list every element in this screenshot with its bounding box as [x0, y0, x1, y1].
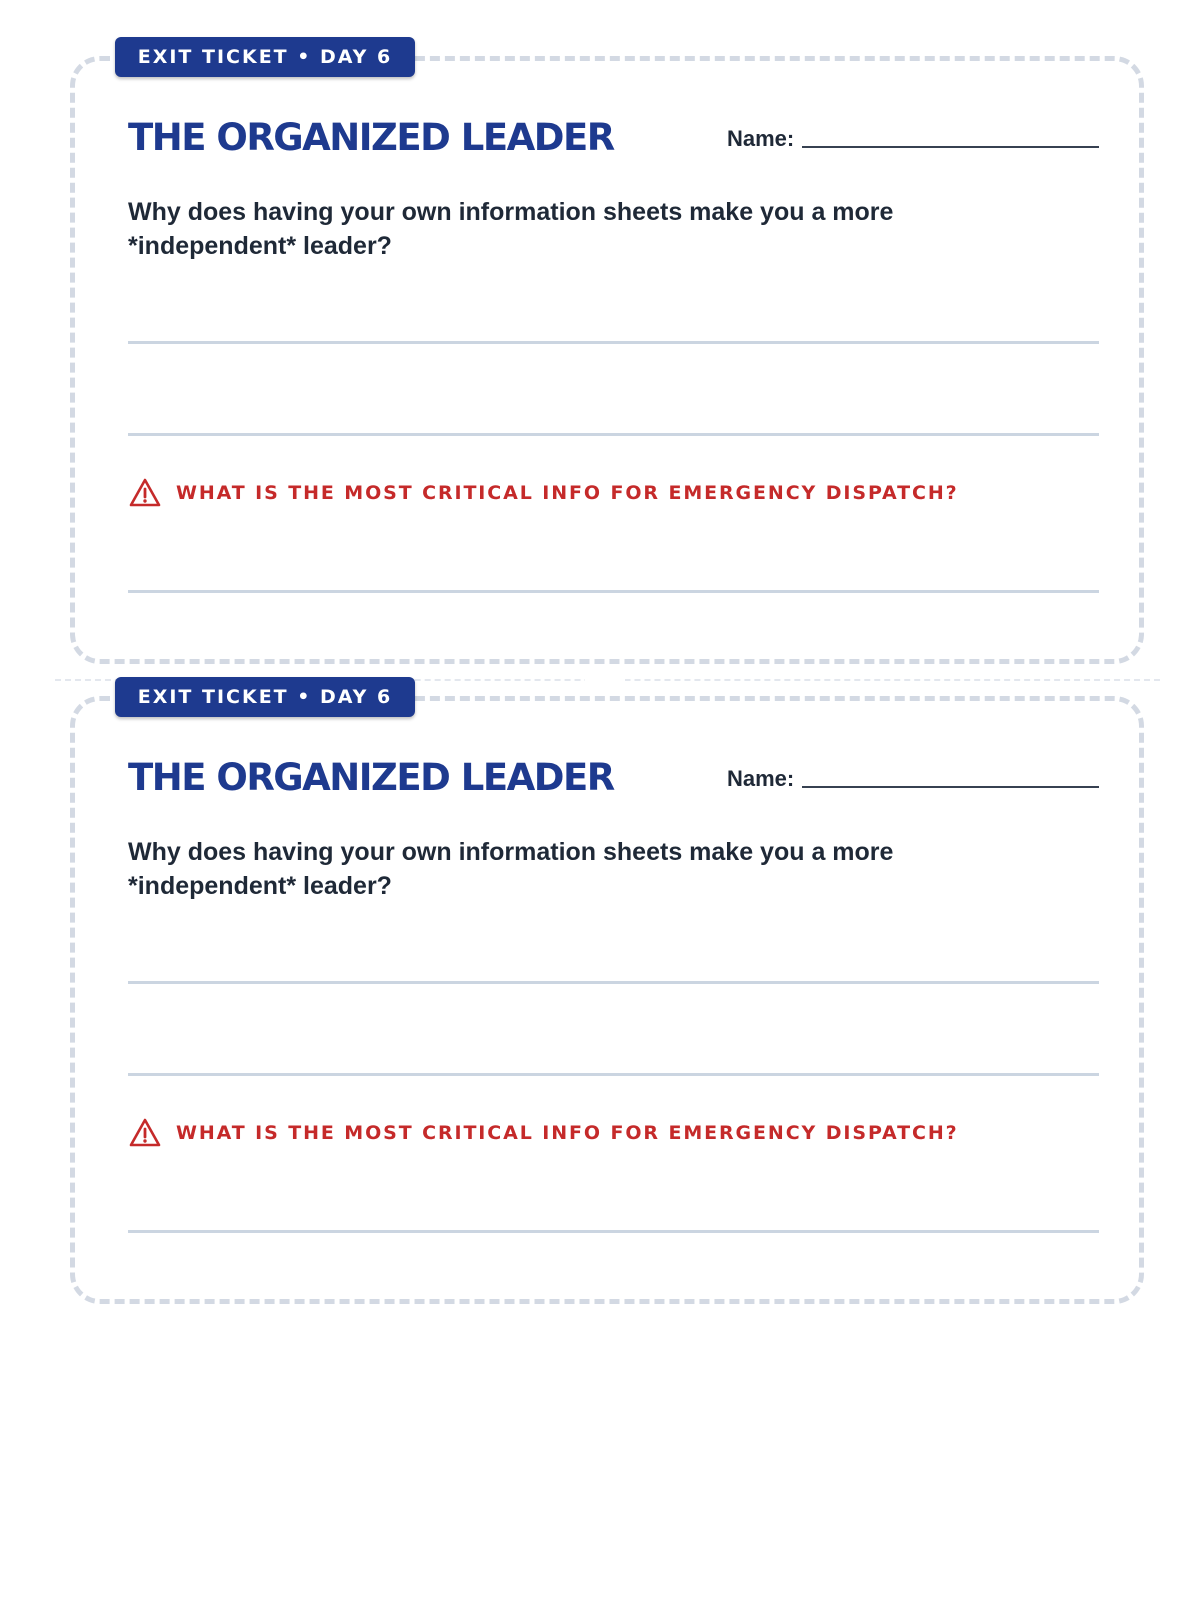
exit-ticket-badge: EXIT TICKET • DAY 6 — [115, 37, 415, 77]
name-field[interactable] — [727, 763, 1099, 793]
exit-ticket-card — [70, 686, 1144, 1304]
reflection-question: Why does having your own information sheets make you a more *independent* leader? — [128, 198, 894, 260]
answer-line[interactable] — [128, 981, 1099, 984]
emergency-prompt-text: WHAT IS THE MOST CRITICAL INFO FOR EMERGENCY DISPATCH? — [176, 482, 959, 504]
name-blank-line[interactable] — [802, 786, 1099, 788]
emergency-prompt — [128, 476, 959, 510]
answer-line[interactable] — [128, 341, 1099, 344]
cut-line-gap — [585, 672, 625, 686]
answer-line[interactable] — [128, 590, 1099, 593]
warning-triangle-icon — [128, 476, 162, 510]
ticket-title: THE ORGANIZED LEADER — [128, 116, 614, 159]
answer-line[interactable] — [128, 1073, 1099, 1076]
name-blank-line[interactable] — [802, 146, 1099, 148]
name-field[interactable] — [727, 123, 1099, 153]
answer-line[interactable] — [128, 433, 1099, 436]
ticket-title: THE ORGANIZED LEADER — [128, 756, 614, 799]
reflection-question: Why does having your own information sheets make you a more *independent* leader? — [128, 838, 894, 900]
name-label: Name: — [727, 766, 795, 791]
emergency-prompt-text: WHAT IS THE MOST CRITICAL INFO FOR EMERGENCY DISPATCH? — [176, 1122, 959, 1144]
emergency-prompt — [128, 1116, 959, 1150]
exit-ticket-card — [70, 46, 1144, 664]
exit-ticket-badge: EXIT TICKET • DAY 6 — [115, 677, 415, 717]
name-label: Name: — [727, 126, 795, 151]
warning-triangle-icon — [128, 1116, 162, 1150]
answer-line[interactable] — [128, 1230, 1099, 1233]
